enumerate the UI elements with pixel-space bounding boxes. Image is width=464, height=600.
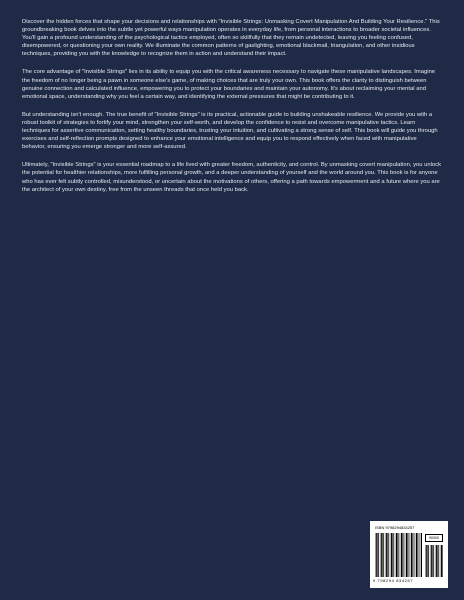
barcode-bar — [406, 533, 407, 577]
barcode-bar — [431, 545, 432, 577]
isbn-barcode — [370, 521, 448, 588]
barcode-bar — [401, 533, 402, 577]
description-paragraph-1: Discover the hidden forces that shape your decisions and relationships with "Invisible Strings: Unmasking Covert Manipulation And Building Your Resilience." This groundbreaking book delves into the subtle yet powerful ways manipulation operates in everyday life, from personal interactions to broader societal influences. You'll gain a profound understanding of the psychological tactics employed, often so skillfully that they remain undetected, leaving you feeling confused, disempowered, or questioning your own reality. We illuminate the common patterns of gaslighting, emotional blackmail, triangulation, and other insidious techniques, providing you with the knowledge to recognize them in action and understand their impact. — [22, 19, 440, 58]
barcode-bar — [411, 533, 412, 577]
barcode-bar — [438, 545, 439, 577]
barcode-digits: 9 798294 834257 — [373, 578, 414, 583]
description-paragraph-3: But understanding isn't enough. The true benefit of "Invisible Strings" is its practical, actionable guide to building unshakeable resilience. We provide you with a robust toolkit of strategies to fortify your mind, strengthen your self-worth, and develop the confidence to resist and overcome manipulative tactics. Learn techniques for assertive communication, setting healthy boundaries, trusting your intuition, and cultivating a strong sense of self. This book will guide you through exercises and self-reflection prompts designed to enhance your emotional intelligence and equip you to respond effectively when faced with manipulative behavior, ensuring you emerge stronger and more self-assured. — [22, 111, 438, 151]
barcode-bar — [396, 533, 397, 577]
description-paragraph-4: Ultimately, "Invisible Strings" is your essential roadmap to a life lived with greater freedom, authenticity, and control. By unmasking covert manipulation, you unlock the potential for healthier relationships, more fulfilling personal growth, and a deeper understanding of yourself and the world around you. This book is for anyone who has ever felt subtly controlled, misunderstood, or uncertain about the motivations of others, offering a path towards empowerment and a future where you are the architect of your own destiny, free from the unseen threads that once held you back. — [22, 162, 442, 193]
barcode-bar — [378, 533, 379, 577]
barcode-bar — [416, 533, 417, 577]
barcode-addon-bars — [425, 545, 443, 577]
barcode-bar — [376, 533, 377, 577]
barcode-bar — [418, 533, 419, 577]
isbn-label: ISBN 9798294834257 — [375, 525, 415, 530]
barcode-bar — [403, 533, 404, 577]
barcode-bar — [426, 545, 427, 577]
barcode-bar — [408, 533, 409, 577]
barcode-bar — [421, 533, 422, 577]
barcode-bar — [383, 533, 384, 577]
barcode-bar — [398, 533, 399, 577]
barcode-bar — [413, 533, 414, 577]
barcode-bar — [436, 545, 437, 577]
barcode-bar — [386, 533, 387, 577]
barcode-bar — [393, 533, 394, 577]
price-code: 90000 — [425, 534, 443, 542]
barcode-bar — [381, 533, 382, 577]
barcode-bar — [433, 545, 434, 577]
barcode-bars — [375, 533, 422, 577]
barcode-bar — [441, 545, 442, 577]
description-paragraph-2: The core advantage of "Invisible Strings" lies in its ability to equip you with the critical awareness necessary to navigate these manipulative landscapes. Imagine the freedom of no longer being a pawn in someone else's game, of making choices that are truly your own. This book offers the clarity to distinguish between genuine connection and calculated influence, empowering you to protect your boundaries and maintain your autonomy. It's about reclaiming your mental and emotional space, understanding why you feel a certain way, and identifying the external pressures that might be contributing to it. — [22, 69, 436, 100]
barcode-bar — [388, 533, 389, 577]
book-description — [22, 18, 442, 204]
barcode-bar — [391, 533, 392, 577]
barcode-bar — [428, 545, 429, 577]
